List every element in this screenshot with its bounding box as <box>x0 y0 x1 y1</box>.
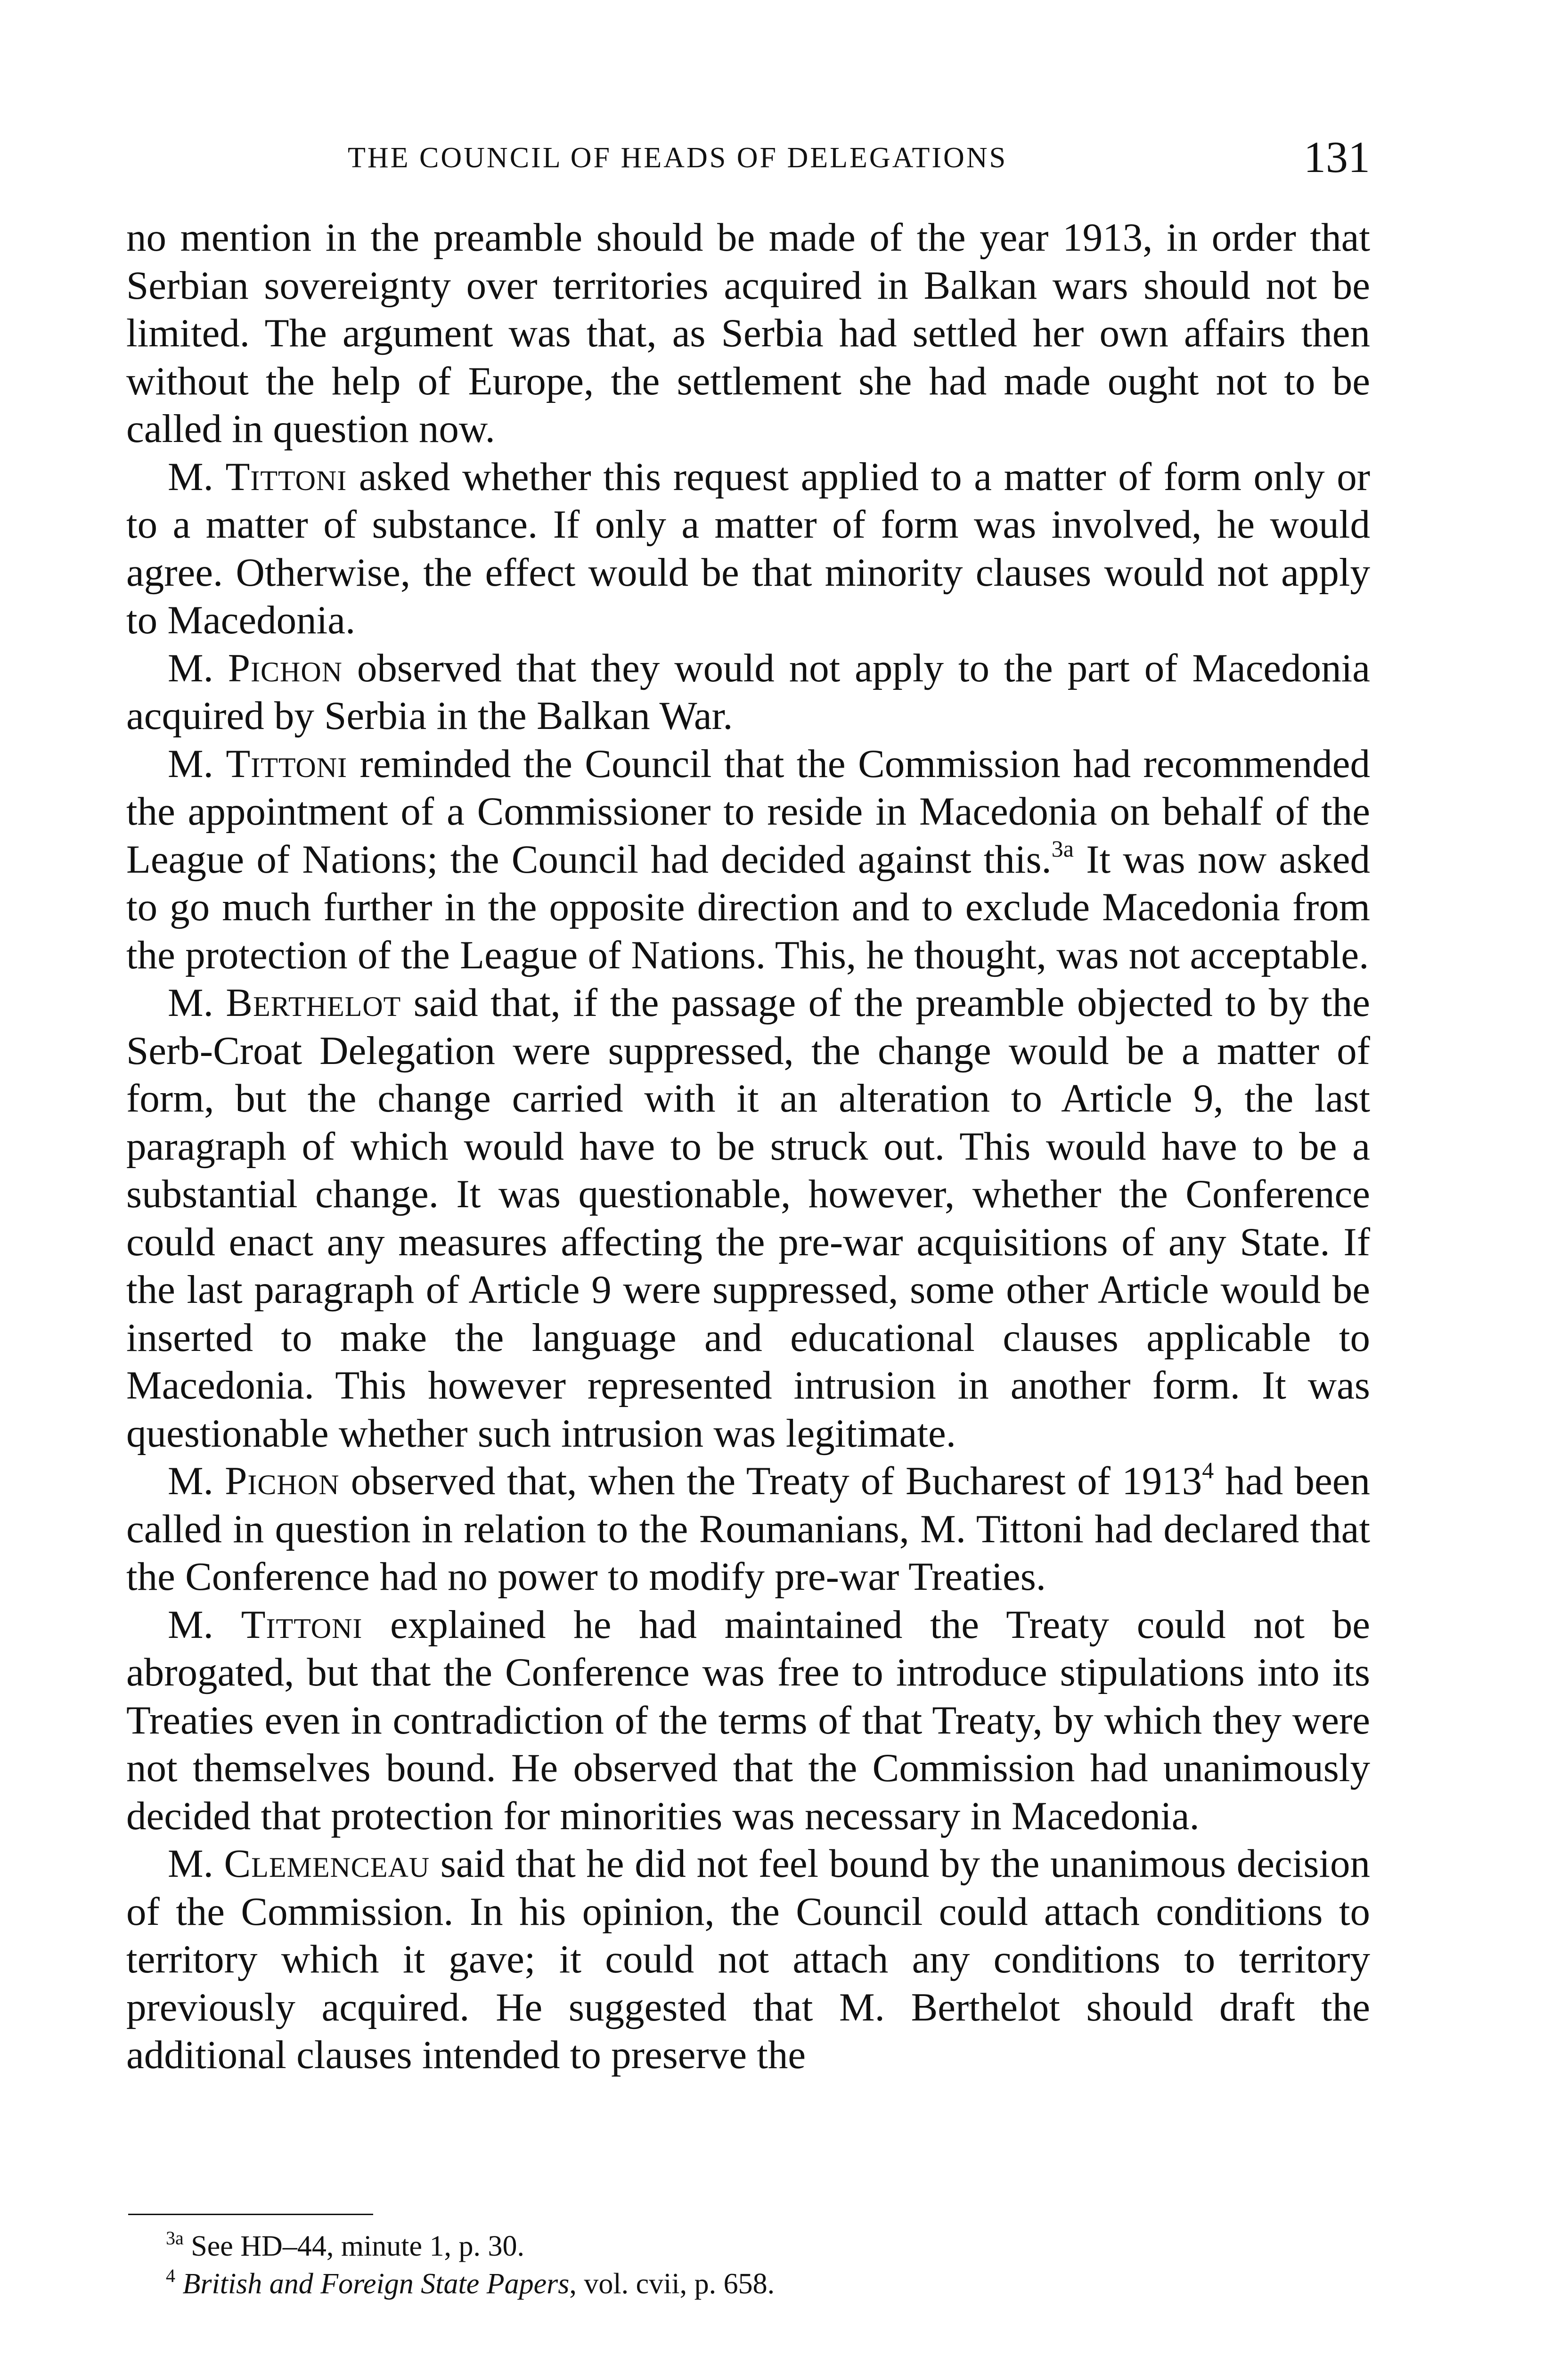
paragraph-text: observed that they would not apply to the part of Macedonia acquired by Serbia in the Balkan War. <box>126 646 1370 738</box>
footnote-3a <box>126 2227 1370 2265</box>
paragraph-2 <box>126 453 1370 645</box>
speaker-name: Berthelot <box>226 981 401 1025</box>
paragraph-text: said that, if the passage of the preamble objected to by the Serb-Croat Delegation were suppressed, the change would be a matter of form, but the change carried with it an alteration to Article 9, the last paragraph of which would have to be struck out. This would have to be a substantial change. It was questionable, however, whether the Conference could enact any measures affecting the pre-war acquisitions of any State. If the last paragraph of Article 9 were suppressed, some other Article would be inserted to make the language and educational clauses applicable to Macedonia. This however represented intrusion in another form. It was questionable whether such intrusion was legitimate. <box>126 981 1370 1456</box>
footnote-text: , vol. cvii, p. 658. <box>569 2268 775 2300</box>
speaker-name: Tittoni <box>225 454 347 499</box>
speaker-prefix: M. <box>168 646 213 690</box>
paragraph-5 <box>126 979 1370 1457</box>
speaker-name: Pichon <box>228 646 343 690</box>
speaker-name: Tittoni <box>241 1602 363 1647</box>
footnote-text: See HD–44, minute 1, p. 30. <box>183 2230 525 2262</box>
speaker-prefix: M. <box>168 1459 213 1503</box>
paragraph-text: said that he did not feel bound by the unanimous decision of the Commission. In his opinion, the Council could attach conditions to territory which it gave; it could not attach any conditions to territory previously acquired. He suggested that M. Berthelot should draft the additional clauses intended to preserve the <box>126 1841 1371 2077</box>
speaker-name: Tittoni <box>226 741 348 786</box>
footnote-marker: 4 <box>166 2265 175 2286</box>
speaker-prefix: M. <box>168 981 213 1025</box>
paragraph-6 <box>126 1457 1370 1601</box>
speaker-prefix: M. <box>168 741 213 786</box>
paragraph-text: asked whether this request applied to a matter of form only or to a matter of substance. If only a matter of form was involved, he would agree. Otherwise, the effect would be that minority clauses would not apply to Macedonia. <box>126 454 1371 642</box>
paragraph-7 <box>126 1601 1370 1841</box>
paragraph-8 <box>126 1840 1370 2079</box>
speaker-prefix: M. <box>168 454 213 499</box>
paragraph-text: no mention in the preamble should be made of the year 1913, in order that Serbian sovereignty over territories acquired in Balkan wars should not be limited. The argument was that, as Serbia had settled her own affairs then without the help of Europe, the settlement she had made ought not to be called in question now. <box>126 215 1370 451</box>
footnote-marker: 3a <box>166 2227 184 2249</box>
speaker-name: Pichon <box>225 1459 340 1503</box>
footnote-4 <box>126 2265 1370 2303</box>
paragraph-4 <box>126 740 1370 980</box>
footnote-source-title: British and Foreign State Papers <box>182 2268 570 2300</box>
paragraph-text: had been called in question in relation to the Roumanians, M. Tittoni had declared that the Conference had no power to modify pre-war Treaties. <box>126 1459 1371 1599</box>
paragraph-text: explained he had maintained the Treaty could not be abrogated, but that the Conference was free to introduce stipulations into its Treaties even in contradiction of the terms of that Treaty, by which they were not themselves bound. He observed that the Commission had unanimously decided that protection for minorities was necessary in Macedonia. <box>126 1602 1371 1838</box>
footnotes <box>126 2214 1370 2303</box>
running-head: THE COUNCIL OF HEADS OF DELEGATIONS <box>348 142 1008 174</box>
paragraph-3 <box>126 645 1370 740</box>
footnote-reference[interactable]: 4 <box>1202 1457 1214 1483</box>
paragraph-1 <box>126 214 1370 453</box>
paragraph-text: reminded the Council that the Commission had recommended the appointment of a Commissioner to reside in Macedonia on behalf of the League of Nations; the Council had decided against this. <box>126 741 1371 882</box>
page-header <box>126 133 1370 188</box>
page-number: 131 <box>1304 133 1370 182</box>
speaker-name: Clemenceau <box>224 1841 430 1886</box>
document-page <box>126 133 1371 2356</box>
footnote-divider <box>128 2214 373 2215</box>
speaker-prefix: M. <box>168 1602 213 1647</box>
footnote-reference[interactable]: 3a <box>1051 835 1074 862</box>
paragraph-text: It was now asked to go much further in the opposite direction and to exclude Macedonia from the protection of the League of Nations. This, he thought, was not acceptable. <box>126 837 1371 977</box>
paragraph-text: observed that, when the Treaty of Bucharest of 1913 <box>339 1459 1202 1503</box>
body-text <box>126 214 1370 2079</box>
speaker-prefix: M. <box>168 1841 213 1886</box>
